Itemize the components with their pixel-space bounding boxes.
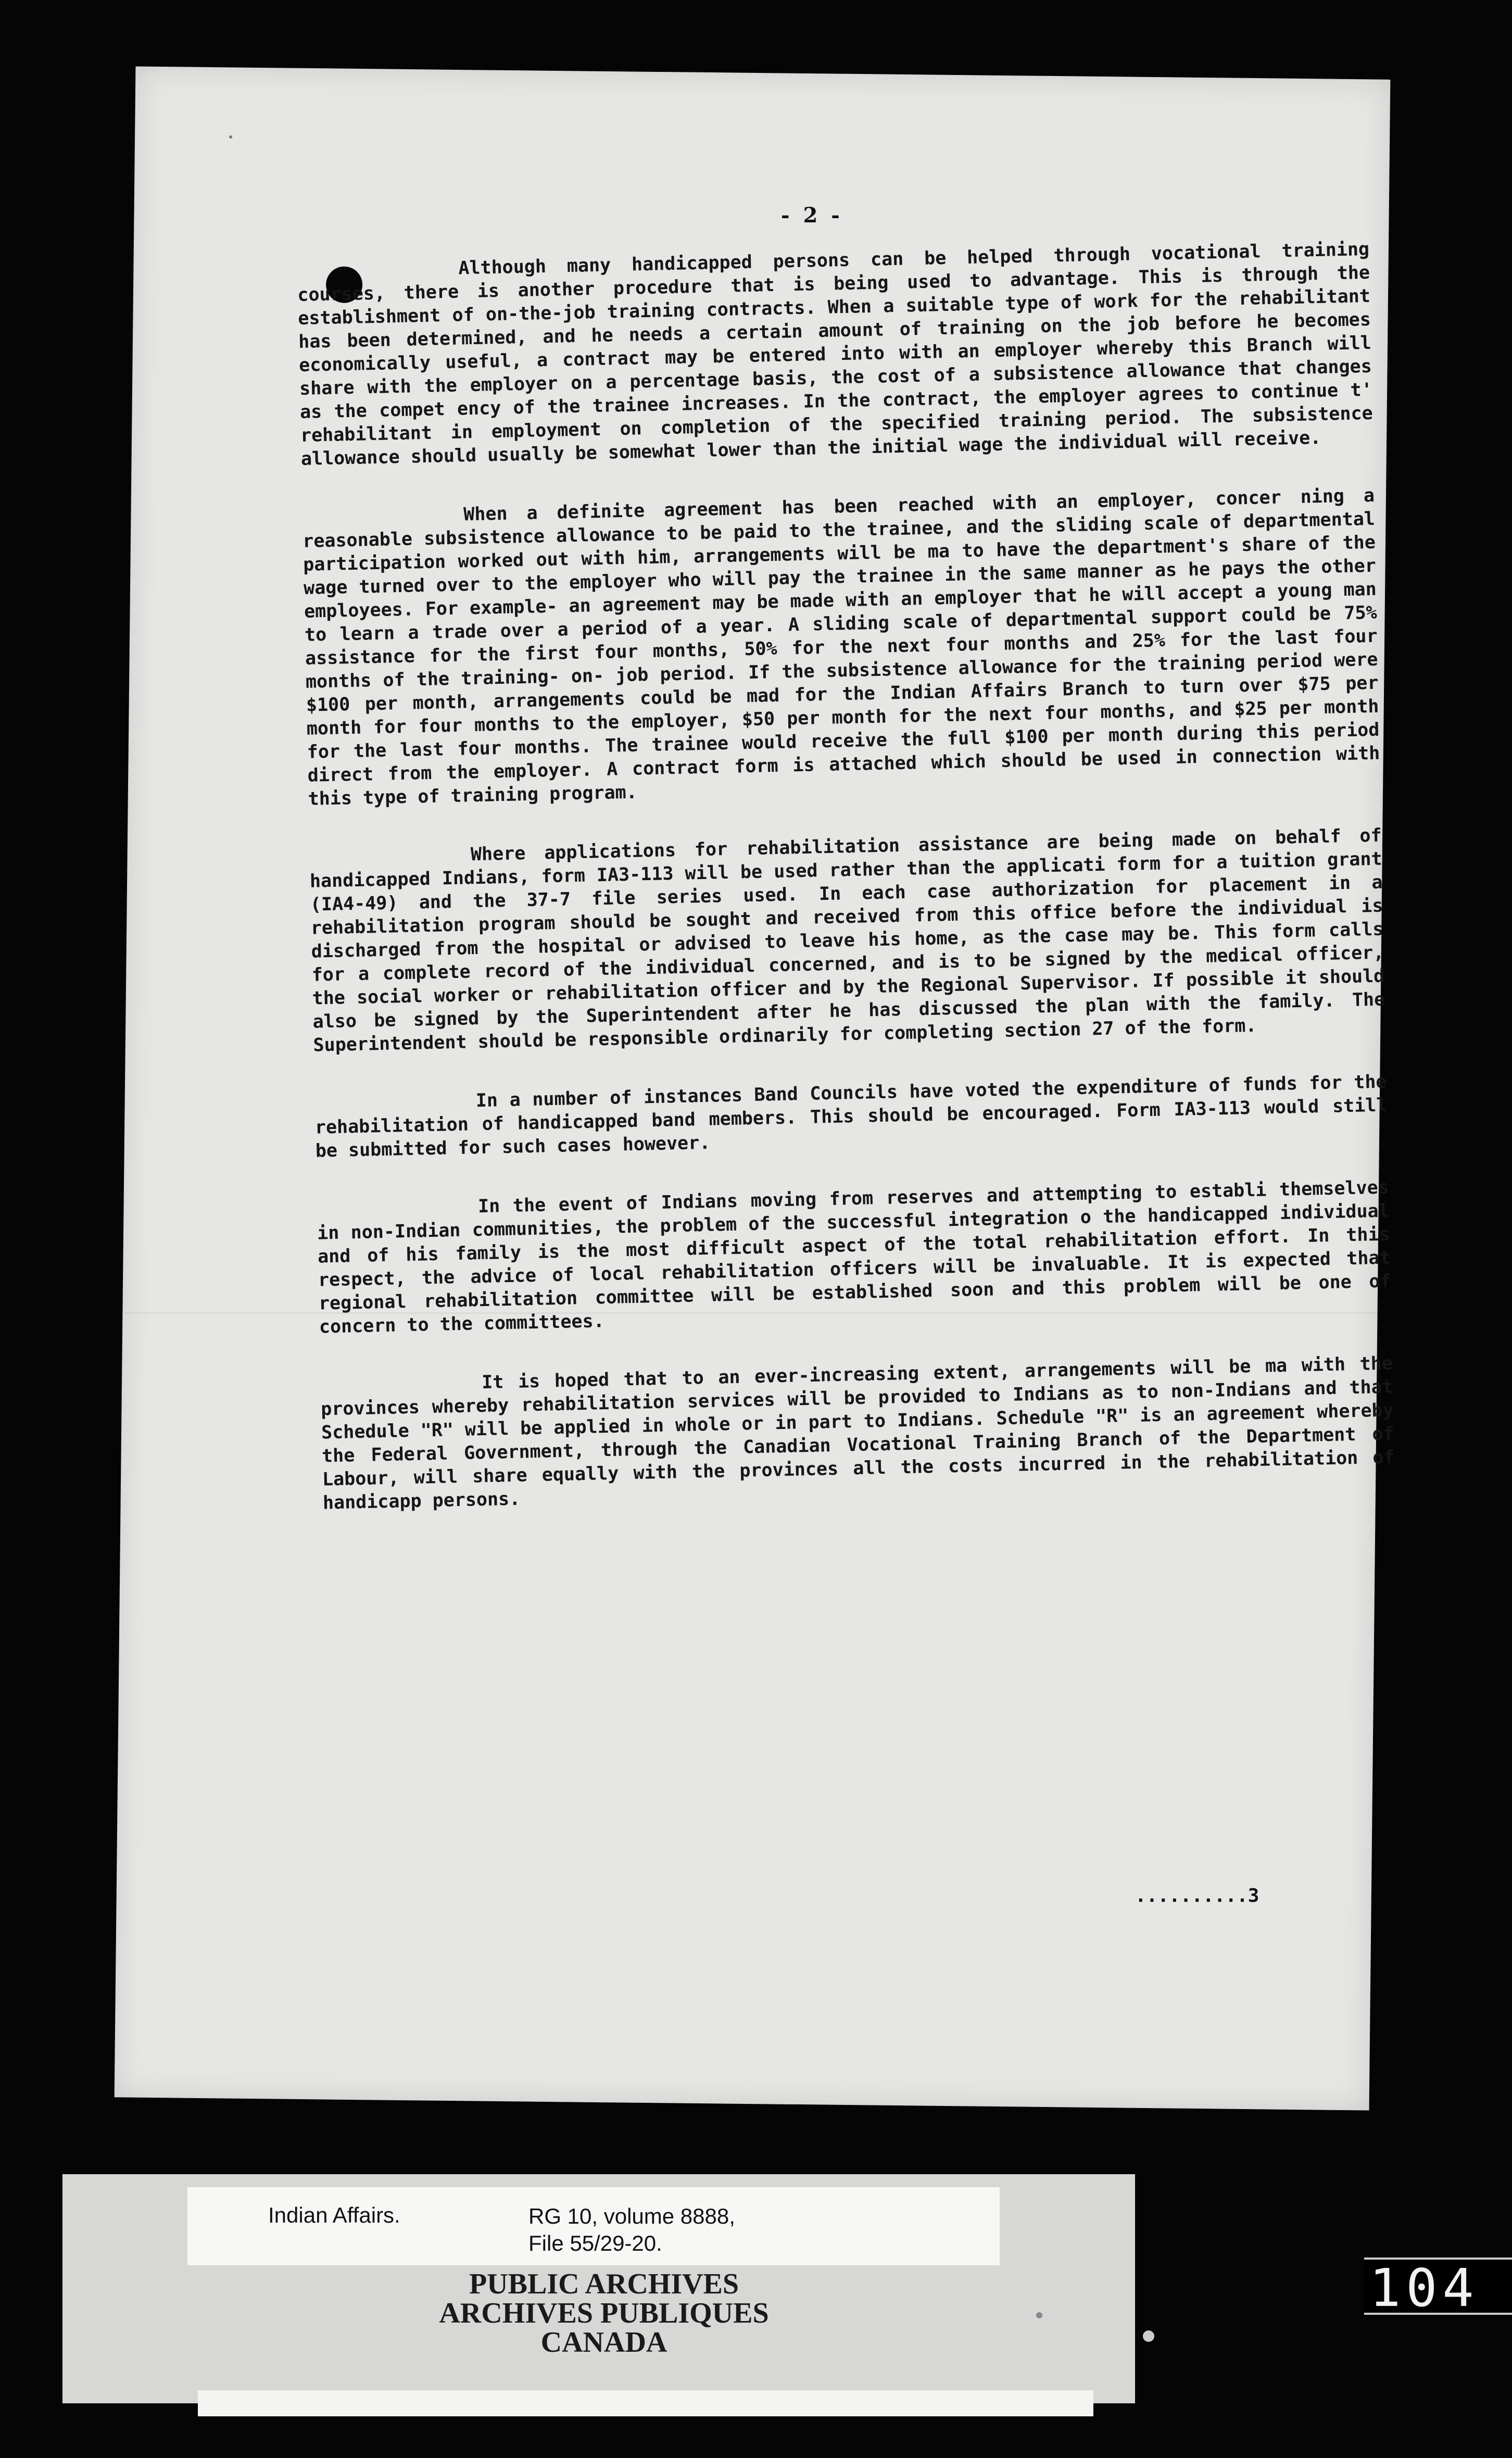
paragraph-on-the-job-training: Although many handicapped persons can be helped through vocational training courses, there is another procedure that is being used to advantage. This is through the establishment of on-the-job training contracts. When a suitable type of work for the rehabilitant has been determined, and he needs a certain amount of training on the job before he becomes economically useful, a contract may be entered into with an employer whereby this Branch will share with the employer on a percentage basis, the cost of a subsistence allowance that changes as the compet ency of the trainee increases. In the contract, the employer agrees to continue t' rehabilitant in employment on completion of the specified training period. The subsistence allowance should usually be somewhat lower than the initial wage the individual will receive. (297, 239, 1374, 470)
stamp-line-3: CANADA (540, 2326, 667, 2359)
archive-reference-line1: RG 10, volume 8888, (528, 2204, 735, 2228)
bottom-label-strip (198, 2390, 1093, 2416)
archive-agency: Indian Affairs. (268, 2203, 400, 2227)
paragraph-integration: In the event of Indians moving from reserves and attempting to establi themselves in non-Indian communities, the problem of the successful integration o the handicapped individual and of his family is the most difficult aspect of the total rehabilitation effort. In this respect, the advice of local rehabilitation officers will be invaluable. It is expected that regional rehabilitation committee will be established soon and this problem will be one of concern to the committees. (317, 1177, 1391, 1338)
paragraph-schedule-r: It is hoped that to an ever-increasing extent, arrangements will be ma with the provinces whereby rehabilitation services will be provided to Indians as to non-Indians and that Schedule "R" will be applied in whole or in part to Indians. Schedule "R" is an agreement whereby the Federal Government, through the Canadian Vocational Training Branch of the Department of Labour, will share equally with the provinces all the costs incurred in the rehabilitation of handicapp persons. (320, 1353, 1395, 1514)
paragraph-band-councils: In a number of instances Band Councils have voted the expenditure of funds for the rehabilitation of handicapped band members. This should be encouraged. Form IA3-113 would still be submitted for such cases however. (314, 1071, 1388, 1162)
stamp-line-1: PUBLIC ARCHIVES (469, 2268, 739, 2300)
film-speck (1143, 2330, 1154, 2342)
film-speck (1036, 2312, 1042, 2318)
paragraph-sliding-scale: When a definite agreement has been reached with an employer, concer ning a reasonable subsistence allowance to be paid to the trainee, and the sliding scale of departmental participation worked out with him, arrangements will be ma to have the department's share of the wage turned over to the employer who will pay the trainee in the same manner as he pays the other employees. For example- an agreement may be made with an employer that he will accept a young man to learn a trade over a period of a year. A sliding scale of departmental support could be 75% assistance for the first four months, 50% for the next four months and 25% for the last four months of the training- on- job period. If the subsistence allowance for the training period were $100 per month, arrangements could be mad for the Indian Affairs Branch to turn over $75 per month for four months to the employer, $50 per month for the next four months, and $25 per month for the last four months. The trainee would receive the full $100 per month during this period direct from the employer. A contract form is attached which should be used in connection with this type of training program. (302, 485, 1380, 810)
paragraph-applications-form: Where applications for rehabilitation assistance are being made on behalf of handicapped Indians, form IA3-113 will be used rather than the applicati form for a tuition grant (IA4-49) and the 37-7 file series used. In each case authorization for placement in a rehabilitation program should be sought and received from this office before the individual is discharged from the hospital or advised to leave his home, as the case may be. This form calls for a complete record of the individual concerned, and is to be signed by the medical officer, the social worker or rehabilitation officer and by the Regional Supervisor. If possible it should also be signed by the Superintendent after he has discussed the plan with the family. The Superintendent should be responsible ordinarily for completing section 27 of the form. (309, 825, 1385, 1056)
archive-reference (528, 2203, 735, 2257)
frame-number: 104 (1364, 2258, 1512, 2315)
public-archives-stamp (406, 2269, 802, 2357)
continuation-marker: ..........3 (1135, 1885, 1259, 1907)
film-speck (229, 135, 232, 139)
page-number: - 2 - (781, 203, 843, 228)
archive-reference-line2: File 55/29-20. (528, 2231, 662, 2255)
document-body (297, 238, 1396, 1551)
stamp-line-2: ARCHIVES PUBLIQUES (439, 2297, 769, 2329)
